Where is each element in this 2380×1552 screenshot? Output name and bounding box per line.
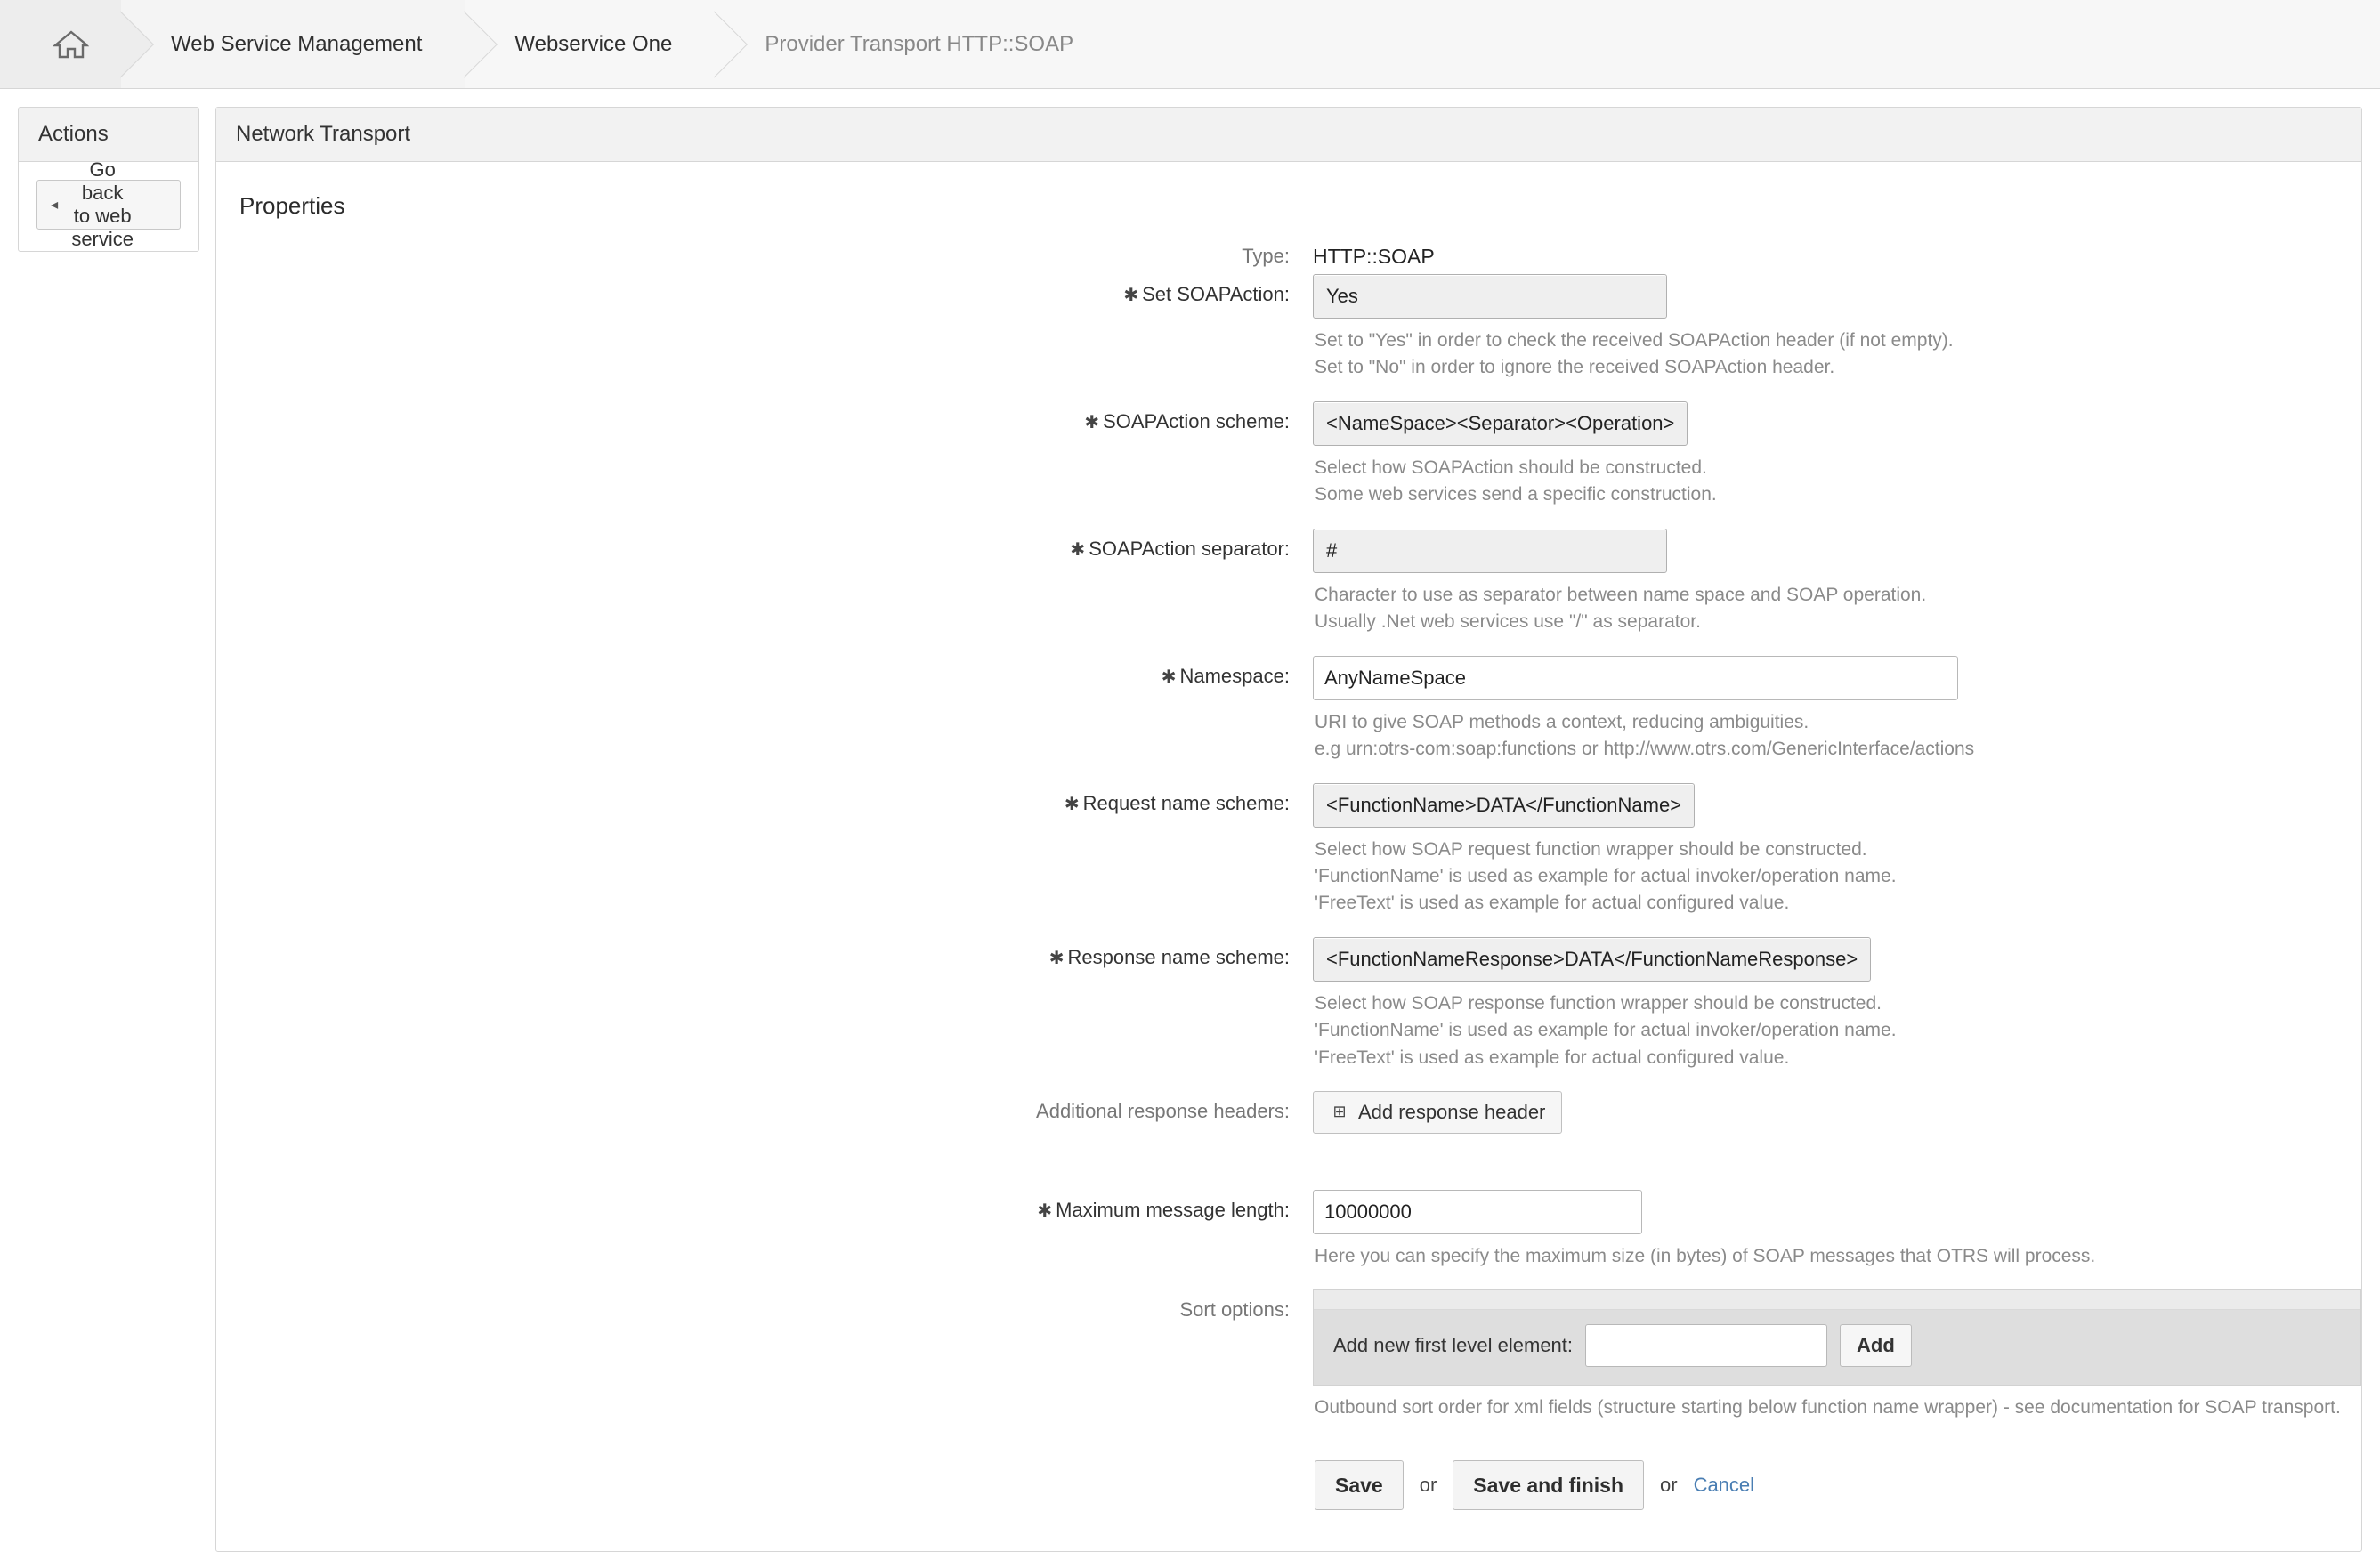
save-button[interactable]: Save: [1315, 1460, 1404, 1510]
or-label-2: or: [1660, 1474, 1678, 1497]
request-name-scheme-select[interactable]: <FunctionName>DATA</FunctionName>: [1313, 783, 1695, 828]
required-star-icon: ✱: [1070, 539, 1086, 560]
breadcrumb-label: Webservice One: [514, 31, 673, 56]
add-first-level-element-label: Add new first level element:: [1333, 1334, 1574, 1356]
row-request-name-scheme: [216, 783, 2361, 932]
breadcrumb-item-webservice-one[interactable]: [465, 0, 715, 88]
label-namespace: ✱ Namespace:: [1161, 664, 1290, 687]
home-icon: [53, 29, 89, 60]
hint-soapaction-separator: Character to use as separator between name space and SOAP operation. Usually .Net web services use "/" as separator.: [1315, 584, 1927, 633]
or-label: or: [1419, 1474, 1437, 1497]
plus-box-icon: ⊞: [1332, 1103, 1347, 1121]
page-container: [0, 89, 2380, 1552]
properties-heading: Properties: [239, 192, 345, 219]
breadcrumb-item-provider-transport: [715, 0, 1116, 88]
soapaction-separator-select[interactable]: #: [1313, 529, 1667, 573]
label-maximum-message-length: ✱ Maximum message length:: [1037, 1198, 1290, 1221]
actions-sidebar: [18, 107, 199, 252]
add-element-button[interactable]: Add: [1840, 1324, 1912, 1367]
hint-request-name-scheme: Select how SOAP request function wrapper should be constructed. 'FunctionName' is used as example for actual invoker/operation name. 'FreeText' is used as example for actual configured value.: [1315, 838, 1897, 914]
cancel-link[interactable]: Cancel: [1693, 1474, 1755, 1497]
network-transport-title: Network Transport: [216, 108, 2361, 162]
row-response-name-scheme: [216, 937, 2361, 1086]
hint-response-name-scheme: Select how SOAP response function wrapper should be constructed. 'FunctionName' is used as example for actual invoker/operation name. 'FreeText' is used as example for actual configured value.: [1315, 992, 1897, 1068]
row-namespace: [216, 656, 2361, 778]
row-soapaction-separator: [216, 529, 2361, 651]
breadcrumb-home[interactable]: [0, 0, 121, 88]
hint-maximum-message-length: Here you can specify the maximum size (in bytes) of SOAP messages that OTRS will process.: [1315, 1245, 2096, 1266]
label-additional-response-headers: Additional response headers:: [1036, 1100, 1290, 1123]
required-star-icon: ✱: [1037, 1200, 1053, 1221]
required-star-icon: ✱: [1161, 667, 1177, 687]
set-soapaction-select[interactable]: Yes: [1313, 274, 1667, 319]
breadcrumb-label: Web Service Management: [171, 31, 423, 56]
form-footer: [1313, 1435, 2361, 1510]
maximum-message-length-input[interactable]: [1313, 1190, 1642, 1234]
actions-body: [19, 158, 198, 251]
response-name-scheme-select[interactable]: <FunctionNameResponse>DATA</FunctionNameResponse>: [1313, 937, 1871, 982]
save-and-finish-button[interactable]: Save and finish: [1453, 1460, 1644, 1510]
hint-set-soapaction: Set to "Yes" in order to check the received SOAPAction header (if not empty). Set to "No" in order to ignore the received SOAPAction header.: [1315, 330, 1954, 378]
hint-namespace: URI to give SOAP methods a context, reducing ambiguities. e.g urn:otrs-com:soap:functions or http://www.otrs.com/GenericInterface/actions: [1315, 711, 1975, 760]
label-type: Type:: [1242, 245, 1290, 267]
add-response-header-button[interactable]: [1313, 1091, 1562, 1134]
required-star-icon: ✱: [1064, 794, 1080, 814]
required-star-icon: ✱: [1084, 412, 1100, 432]
sort-options-strip: [1314, 1290, 2360, 1310]
namespace-input[interactable]: [1313, 656, 1958, 700]
label-soapaction-scheme: ✱ SOAPAction scheme:: [1084, 409, 1290, 432]
breadcrumb-label: Provider Transport HTTP::SOAP: [765, 31, 1074, 56]
label-soapaction-separator: ✱ SOAPAction separator:: [1070, 537, 1290, 560]
go-back-button-label: Go back to web service: [71, 158, 134, 250]
row-additional-response-headers: [216, 1091, 2361, 1184]
row-type: [216, 236, 2361, 269]
actions-title: Actions: [19, 108, 198, 162]
network-transport-body: [216, 162, 2361, 1551]
hint-sort-options: Outbound sort order for xml fields (structure starting below function name wrapper) - see documentation for SOAP transport.: [1315, 1397, 2341, 1418]
sort-options-box: [1313, 1289, 2361, 1386]
add-first-level-element-input[interactable]: [1585, 1324, 1827, 1367]
network-transport-widget: [215, 107, 2362, 1552]
row-sort-options: [216, 1289, 2361, 1510]
row-set-soapaction: [216, 274, 2361, 396]
go-back-to-web-service-button[interactable]: [36, 158, 181, 250]
row-maximum-message-length: [216, 1190, 2361, 1284]
add-response-header-label: Add response header: [1358, 1101, 1546, 1124]
required-star-icon: ✱: [1048, 948, 1065, 968]
hint-soapaction-scheme: Select how SOAPAction should be constructed. Some web services send a specific construction.: [1315, 457, 1717, 505]
required-star-icon: ✱: [1123, 286, 1139, 305]
label-set-soapaction: ✱ Set SOAPAction:: [1123, 283, 1290, 305]
chevron-left-icon: ◂: [51, 198, 59, 213]
label-response-name-scheme: ✱ Response name scheme:: [1048, 945, 1290, 968]
label-request-name-scheme: ✱ Request name scheme:: [1064, 791, 1290, 814]
breadcrumb-item-web-service-management[interactable]: [121, 0, 465, 88]
row-soapaction-scheme: [216, 401, 2361, 523]
value-type: HTTP::SOAP: [1313, 245, 1435, 268]
soapaction-scheme-select[interactable]: <NameSpace><Separator><Operation>: [1313, 401, 1688, 446]
label-sort-options: Sort options:: [1179, 1298, 1290, 1321]
breadcrumb: [0, 0, 2380, 89]
